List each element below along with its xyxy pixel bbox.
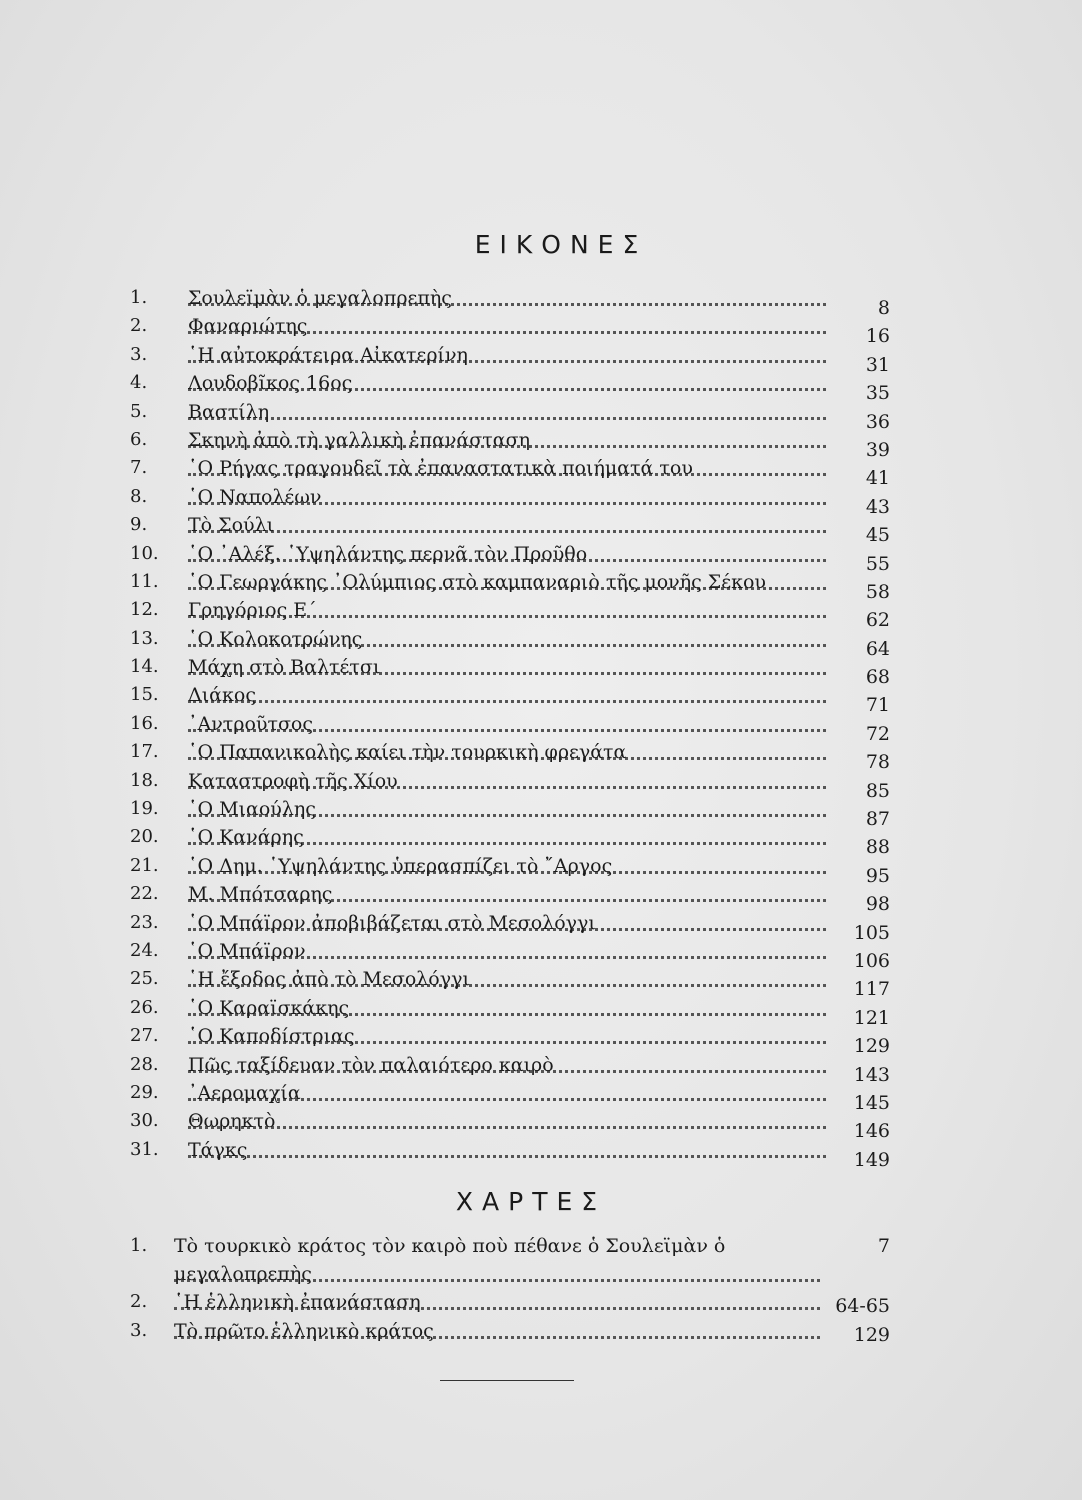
entry-page-number: 149 (853, 1148, 890, 1171)
entry-page-number: 16 (865, 325, 890, 348)
figure-entry (130, 823, 890, 859)
figure-entry (130, 795, 890, 831)
entry-page-number: 62 (865, 609, 890, 632)
entry-number: 12. (130, 599, 159, 621)
entry-number: 25. (130, 968, 159, 990)
entry-page-number: 36 (865, 410, 890, 433)
entry-page-number: 68 (865, 666, 890, 689)
entry-title-text: Τὸ Σούλι (188, 514, 275, 537)
entry-number: 1. (130, 287, 148, 308)
figure-entry (130, 540, 890, 575)
entry-number: 29. (130, 1081, 159, 1103)
entry-title-text: Διάκος (188, 684, 256, 707)
entry-page-number: 72 (865, 722, 890, 745)
dot-leader (188, 1126, 826, 1129)
entry-title-text: ῾Ο Μιαούλης (188, 798, 316, 821)
entry-title (188, 880, 826, 908)
entry-title (188, 1136, 826, 1164)
figure-entry (130, 681, 890, 717)
maps-heading: ΧΑΡΤΕΣ (455, 1187, 607, 1216)
figure-entry (130, 880, 890, 916)
entry-title (188, 511, 826, 539)
entry-title-text: ῾Η ἑλληνικὴ ἐπανάσταση (174, 1291, 421, 1313)
entry-number: 2. (130, 315, 148, 337)
entry-title-text: ῾Ο Ναπολέων (188, 485, 322, 508)
entry-title-text: ῾Ο Μπάϊρον ἀποβιβάζεται στὸ Μεσολόγγι (188, 911, 596, 934)
entry-title (174, 1288, 820, 1316)
figure-entry (130, 596, 890, 632)
entry-number: 5. (130, 400, 148, 422)
entry-title (188, 965, 826, 993)
entry-number: 9. (130, 514, 148, 536)
figure-entry (130, 909, 890, 944)
dot-leader (188, 530, 826, 533)
entry-title-text: Καταστροφὴ τῆς Χίου (188, 769, 398, 792)
figure-entry (130, 511, 890, 547)
entry-title (188, 398, 826, 426)
entry-title-text: ῾Ο Καραϊσκάκης (188, 996, 350, 1019)
entry-page-number: 98 (865, 893, 890, 916)
entry-page-number: 78 (865, 751, 890, 774)
entry-title (188, 994, 826, 1022)
entry-title-text: Λουδοβῖκος 16ος (188, 372, 353, 395)
entry-page-number: 85 (865, 779, 890, 802)
figure-entry (130, 312, 890, 348)
entry-title (188, 681, 826, 709)
figure-entry (130, 284, 890, 319)
entry-page-number: 35 (865, 382, 890, 405)
entry-page-number: 146 (853, 1120, 890, 1143)
entry-number: 23. (130, 911, 159, 933)
entry-title (188, 767, 826, 795)
entry-title (188, 568, 826, 596)
entry-title (188, 483, 826, 511)
entry-title (188, 596, 826, 624)
entry-title (188, 909, 826, 937)
entry-page-number: 117 (853, 978, 890, 1001)
entry-title (188, 369, 826, 397)
figures-list (130, 284, 890, 1171)
entry-title-text: ᾿Αερομαχία (188, 1081, 301, 1104)
entry-title-text: ῾Ο Κολοκοτρώνης (188, 627, 363, 650)
entry-page-number: 64 (865, 637, 890, 660)
entry-number: 14. (130, 656, 159, 678)
dot-leader (188, 417, 826, 420)
entry-title (174, 1317, 820, 1345)
figure-entry (130, 1107, 890, 1143)
entry-number: 16. (130, 712, 159, 734)
entry-number: 2. (130, 1291, 148, 1312)
entry-title (188, 1051, 826, 1079)
entry-number: 15. (130, 684, 159, 706)
entry-page-number: 39 (865, 438, 890, 461)
entry-page-number: 7 (877, 1235, 890, 1257)
entry-title (188, 738, 826, 766)
entry-title-text: ῾Ο Καποδίστριας (188, 1025, 355, 1048)
entry-number: 18. (130, 769, 159, 791)
entry-page-number: 55 (865, 552, 890, 575)
figure-entry (130, 483, 890, 518)
entry-page-number: 105 (853, 921, 890, 944)
figure-entry (130, 937, 890, 972)
entry-title-text: Φαναριώτης (188, 315, 308, 338)
figure-entry (130, 369, 890, 405)
dot-leader (188, 700, 826, 703)
entry-page-number: 64-65 (835, 1295, 890, 1317)
entry-number: 27. (130, 1025, 159, 1047)
entry-title-text: Τάγκς (188, 1138, 248, 1161)
entry-title (188, 284, 826, 312)
entry-title-text: ῾Ο Γεωργάκης ᾿Ολύμπιος στὸ καμπαναριὸ τῆς μονῆς Σέκου (188, 570, 766, 593)
entry-title-text: ῾Η αὐτοκράτειρα Αἰκατερίνη (188, 343, 468, 366)
entry-page-number: 8 (877, 297, 890, 319)
figure-entry (130, 994, 890, 1029)
entry-title-text: Τὸ τουρκικὸ κράτος τὸν καιρὸ ποὺ πέθανε ὁ Σουλεϊμὰν ὁ μεγαλοπρεπὴς (174, 1235, 726, 1285)
entry-number: 10. (130, 542, 159, 564)
figure-entry (130, 1051, 890, 1086)
entry-number: 13. (130, 627, 159, 649)
entry-title (174, 1232, 820, 1288)
entry-title-text: ῾Ο Ρήγας τραγουδεῖ τὰ ἐπαναστατικὰ ποιήματά του (188, 457, 693, 480)
entry-title-text: ῾Ο Κανάρης (188, 826, 304, 849)
entry-title-text: Μ. Μπότσαρης (188, 883, 333, 906)
entry-page-number: 143 (853, 1063, 890, 1086)
entry-title (188, 823, 826, 851)
figure-entry (130, 653, 890, 689)
entry-title-text: Θωρηκτὸ (188, 1110, 276, 1133)
figure-entry (130, 965, 890, 1001)
entry-title-text: Βαστίλη (188, 400, 270, 423)
entry-number: 3. (130, 343, 148, 365)
entry-page-number: 43 (865, 495, 890, 518)
entry-page-number: 145 (853, 1091, 890, 1114)
entry-number: 3. (130, 1320, 148, 1341)
entry-number: 19. (130, 798, 159, 820)
dot-leader (188, 1155, 826, 1158)
figures-heading: ΕΙΚΟΝΕΣ (474, 230, 648, 259)
entry-number: 26. (130, 996, 159, 1018)
entry-number: 24. (130, 939, 159, 961)
entry-page-number: 45 (865, 524, 890, 547)
entry-title-text: ῾Ο Παπανικολὴς καίει τὴν τουρκικὴ φρεγάτα (188, 741, 627, 764)
entry-title (188, 1022, 826, 1050)
entry-number: 7. (130, 457, 148, 479)
figure-entry (130, 398, 890, 433)
entry-title (188, 710, 826, 738)
entry-title (188, 540, 826, 568)
entry-title (188, 1079, 826, 1107)
entry-title-text: ῾Ο Μπάϊρον (188, 939, 306, 962)
entry-number: 8. (130, 485, 148, 507)
figure-entry (130, 341, 890, 376)
entry-title-text: ῾Η ἔξοδος ἀπὸ τὸ Μεσολόγγι (188, 968, 470, 991)
figure-entry (130, 426, 890, 461)
entry-page-number: 31 (865, 353, 890, 376)
figure-entry (130, 710, 890, 745)
entry-title (188, 852, 826, 880)
entry-page-number: 129 (853, 1035, 890, 1058)
entry-page-number: 87 (865, 808, 890, 831)
entry-title (188, 341, 826, 369)
entry-page-number: 95 (865, 864, 890, 887)
entry-page-number: 71 (865, 694, 890, 717)
map-entry (130, 1232, 890, 1288)
entry-page-number: 106 (853, 949, 890, 972)
entry-number: 17. (130, 741, 159, 763)
entry-page-number: 121 (853, 1006, 890, 1029)
entry-number: 6. (130, 428, 148, 450)
figure-entry (130, 767, 890, 802)
entry-page-number: 41 (865, 467, 890, 490)
figure-entry (130, 1022, 890, 1058)
entry-title-text: ῾Ο ᾿Αλέξ. ῾Υψηλάντης περνᾶ τὸν Προῦθο (188, 542, 588, 565)
figure-entry (130, 454, 890, 490)
entry-title-text: Πῶς ταξίδευαν τὸν παλαιότερο καιρὸ (188, 1053, 554, 1076)
entry-number: 1. (130, 1235, 148, 1256)
entry-title (188, 625, 826, 653)
entry-title (188, 795, 826, 823)
entry-page-number: 58 (865, 580, 890, 603)
figure-entry (130, 625, 890, 660)
entry-number: 28. (130, 1053, 159, 1075)
entry-title (188, 454, 826, 482)
figure-entry (130, 1136, 890, 1171)
entry-title (188, 312, 826, 340)
entry-title-text: ᾿Αντροῦτσος (188, 712, 314, 735)
map-entry (130, 1317, 890, 1346)
entry-number: 11. (130, 570, 159, 592)
entry-title-text: Μάχη στὸ Βαλτέτσι (188, 656, 381, 679)
figure-entry (130, 852, 890, 887)
entry-number: 4. (130, 372, 148, 394)
entry-title-text: Σουλεϊμὰν ὁ μεγαλοπρεπὴς (188, 287, 452, 309)
entry-title-text: Σκηνὴ ἀπὸ τὴ γαλλικὴ ἐπανάσταση (188, 428, 530, 451)
entry-number: 20. (130, 826, 159, 848)
map-entry (130, 1288, 890, 1317)
figure-entry (130, 1079, 890, 1114)
entry-title (188, 653, 826, 681)
entry-number: 22. (130, 883, 159, 905)
entry-title (188, 426, 826, 454)
maps-list (130, 1232, 890, 1346)
entry-page-number: 88 (865, 836, 890, 859)
entry-title-text: Γρηγόριος Ε΄ (188, 599, 317, 622)
figure-entry (130, 738, 890, 774)
entry-title (188, 1107, 826, 1135)
entry-title-text: Τὸ πρῶτο ἑλληνικὸ κράτος (174, 1320, 434, 1342)
entry-page-number: 129 (853, 1324, 890, 1346)
entry-title (188, 937, 826, 965)
figure-entry (130, 568, 890, 603)
entry-number: 31. (130, 1138, 159, 1160)
closing-rule (440, 1380, 574, 1381)
entry-number: 21. (130, 854, 159, 876)
entry-number: 30. (130, 1110, 159, 1132)
entry-title-text: ῾Ο Δημ. ῾Υψηλάντης ὑπερασπίζει τὸ ῎Αργος (188, 854, 613, 877)
